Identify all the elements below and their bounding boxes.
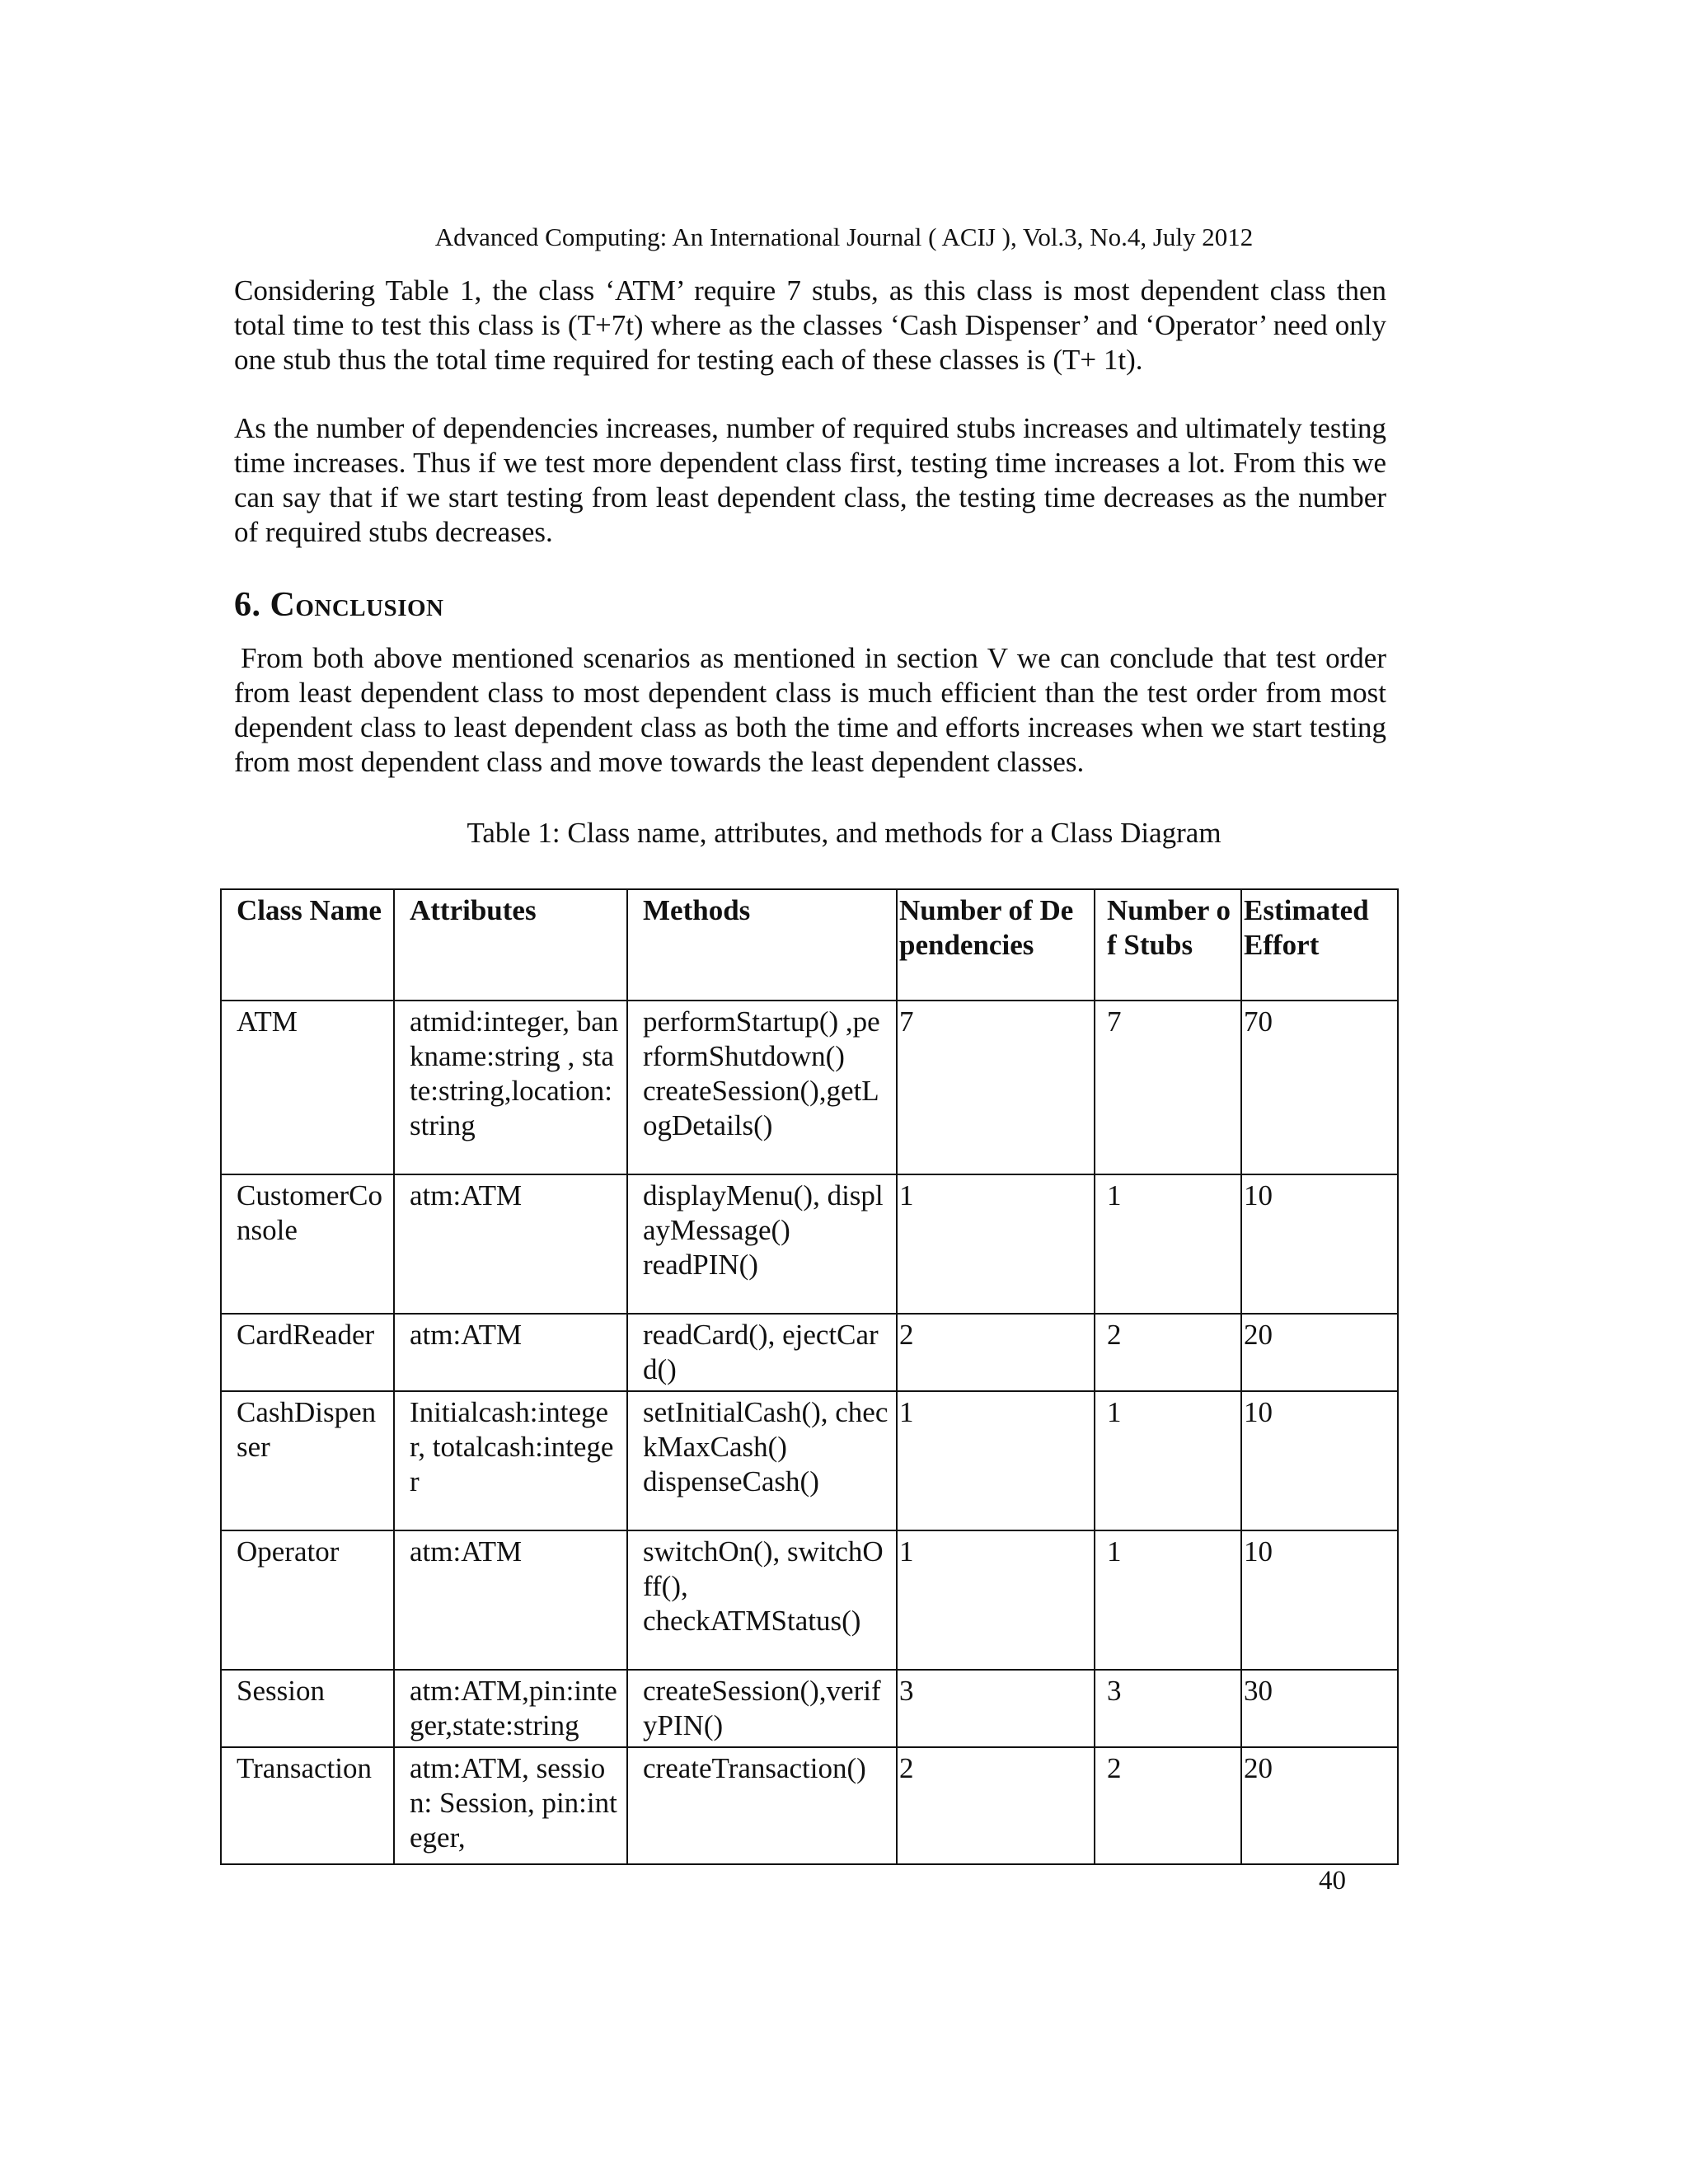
- cell-dependencies: 1: [897, 1391, 1095, 1530]
- table-row: [221, 1670, 1398, 1747]
- cell-stubs: 1: [1095, 1391, 1241, 1530]
- table-caption: Table 1: Class name, attributes, and methods for a Class Diagram: [467, 817, 1221, 849]
- table-row: [221, 1747, 1398, 1864]
- cell-stubs: 3: [1095, 1670, 1241, 1747]
- cell-class-name: Session: [221, 1670, 394, 1747]
- body-paragraph: Considering Table 1, the class ‘ATM’ require 7 stubs, as this class is most dependent class then total time to test this class is (T+7t) where as the classes ‘Cash Dispenser’ and ‘Operator’ need only one stub thus the total time required for testing each of these classes is (T+ 1t).: [234, 274, 1386, 376]
- cell-effort: 20: [1241, 1747, 1398, 1864]
- table-row: [221, 1530, 1398, 1670]
- cell-effort: 70: [1241, 1001, 1398, 1174]
- cell-methods: [627, 1391, 897, 1530]
- cell-class-name: CashDispenser: [221, 1391, 394, 1530]
- table-header-row: [221, 889, 1398, 1001]
- cell-stubs: 7: [1095, 1001, 1241, 1174]
- cell-attributes: atm:ATM, session: Session, pin:integer,: [394, 1747, 627, 1864]
- method-line: createTransaction(): [643, 1752, 866, 1784]
- cell-stubs: 2: [1095, 1314, 1241, 1391]
- col-header-class-name: Class Name: [221, 889, 394, 1001]
- cell-attributes: atm:ATM,pin:integer,state:string: [394, 1670, 627, 1747]
- cell-stubs: 1: [1095, 1174, 1241, 1314]
- cell-dependencies: 1: [897, 1530, 1095, 1670]
- table-row: [221, 1001, 1398, 1174]
- method-line: performStartup() ,performShutdown(): [643, 1005, 880, 1072]
- table-row: [221, 1391, 1398, 1530]
- method-line: switchOn(), switchOff(),: [643, 1535, 884, 1602]
- class-table: [220, 888, 1399, 1865]
- cell-attributes: Initialcash:integer, totalcash:integer: [394, 1391, 627, 1530]
- col-header-dependencies: Number of Dependencies: [897, 889, 1095, 1001]
- cell-effort: 10: [1241, 1174, 1398, 1314]
- cell-class-name: CustomerConsole: [221, 1174, 394, 1314]
- cell-methods: [627, 1314, 897, 1391]
- method-line: checkATMStatus(): [643, 1605, 861, 1637]
- cell-attributes: atm:ATM: [394, 1314, 627, 1391]
- cell-dependencies: 1: [897, 1174, 1095, 1314]
- cell-dependencies: 3: [897, 1670, 1095, 1747]
- page-number: 40: [1319, 1866, 1346, 1896]
- cell-attributes: atm:ATM: [394, 1530, 627, 1670]
- cell-methods: [627, 1174, 897, 1314]
- cell-stubs: 1: [1095, 1530, 1241, 1670]
- col-header-stubs: Number of Stubs: [1095, 889, 1241, 1001]
- method-line: displayMenu(), displayMessage(): [643, 1179, 884, 1246]
- cell-effort: 10: [1241, 1530, 1398, 1670]
- cell-class-name: Transaction: [221, 1747, 394, 1864]
- cell-dependencies: 2: [897, 1314, 1095, 1391]
- table-row: [221, 1174, 1398, 1314]
- cell-class-name: Operator: [221, 1530, 394, 1670]
- cell-methods: [627, 1670, 897, 1747]
- cell-methods: [627, 1001, 897, 1174]
- cell-effort: 20: [1241, 1314, 1398, 1391]
- cell-class-name: ATM: [221, 1001, 394, 1174]
- cell-effort: 30: [1241, 1670, 1398, 1747]
- body-paragraph: As the number of dependencies increases, number of required stubs increases and ultimately testing time increases. Thus if we test more dependent class first, testing time increases a lot. From this we can say that if we start testing from least dependent class, the testing time decreases as the number of required stubs decreases.: [234, 412, 1386, 548]
- running-header: Advanced Computing: An International Journal ( ACIJ ), Vol.3, No.4, July 2012: [434, 223, 1254, 251]
- cell-stubs: 2: [1095, 1747, 1241, 1864]
- col-header-effort: Estimated Effort: [1241, 889, 1398, 1001]
- method-line: readCard(), ejectCard(): [643, 1319, 879, 1385]
- cell-class-name: CardReader: [221, 1314, 394, 1391]
- cell-effort: 10: [1241, 1391, 1398, 1530]
- cell-attributes: atmid:integer, bankname:string , state:string,location:string: [394, 1001, 627, 1174]
- cell-dependencies: 7: [897, 1001, 1095, 1174]
- method-line: setInitialCash(), checkMaxCash(): [643, 1396, 889, 1463]
- method-line: dispenseCash(): [643, 1465, 819, 1497]
- col-header-attributes: Attributes: [394, 889, 627, 1001]
- cell-methods: [627, 1530, 897, 1670]
- cell-methods: [627, 1747, 897, 1864]
- table-row: [221, 1314, 1398, 1391]
- cell-attributes: atm:ATM: [394, 1174, 627, 1314]
- method-line: createSession(),getLogDetails(): [643, 1075, 879, 1141]
- col-header-methods: Methods: [627, 889, 897, 1001]
- cell-dependencies: 2: [897, 1747, 1095, 1864]
- conclusion-paragraph: From both above mentioned scenarios as mentioned in section V we can conclude that test order from least dependent class to most dependent class is much efficient than the test order from most dependent class to least dependent class as both the time and efforts increases when we start testing from most dependent class and move towards the least dependent classes.: [234, 642, 1386, 778]
- method-line: createSession(),verifyPIN(): [643, 1675, 881, 1741]
- method-line: readPIN(): [643, 1249, 758, 1281]
- section-heading: 6. Conclusion: [234, 586, 444, 624]
